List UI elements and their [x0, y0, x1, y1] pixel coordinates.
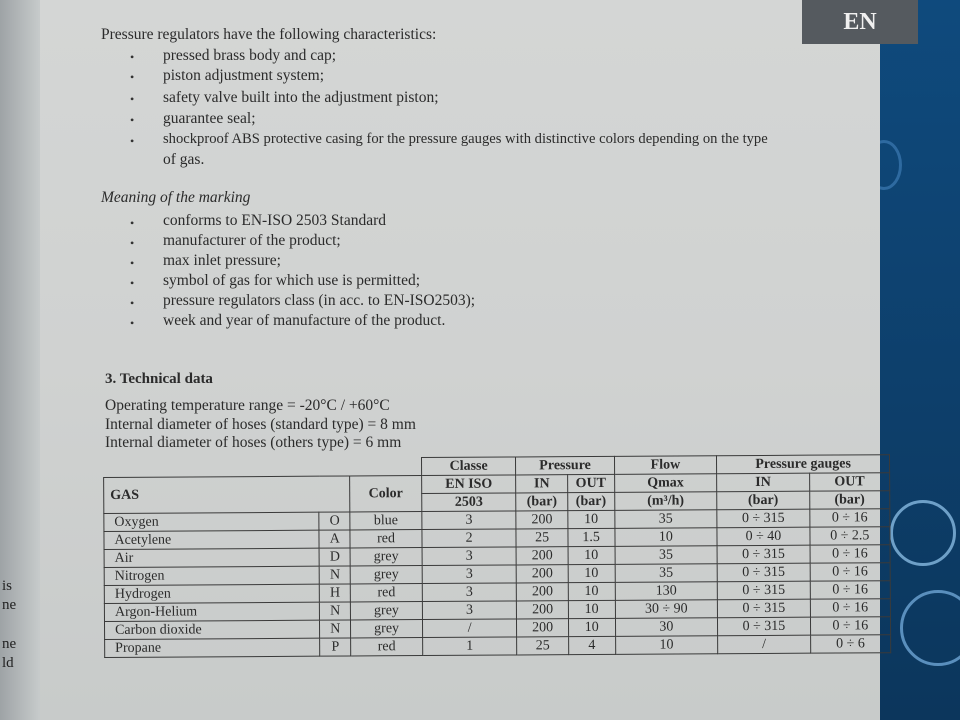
- cell-sym: N: [319, 566, 350, 584]
- cell-p-out: 10: [568, 618, 615, 636]
- cell-flow: 30: [615, 618, 718, 637]
- left-fragment: ne: [2, 636, 17, 652]
- cell-g-in: 0 ÷ 315: [717, 563, 810, 582]
- cell-classe: 3: [422, 565, 517, 584]
- technical-data-table: [103, 454, 891, 658]
- marking-item: max inlet pressure;: [163, 252, 281, 269]
- header-bar: (bar): [567, 492, 614, 510]
- cell-flow: 130: [615, 582, 718, 601]
- language-tab: EN: [802, 0, 918, 44]
- cell-gas: Nitrogen: [104, 566, 319, 585]
- cell-p-in: 25: [516, 529, 567, 547]
- marking-item: conforms to EN-ISO 2503 Standard: [163, 212, 386, 229]
- cell-color: grey: [351, 566, 422, 584]
- cell-sym: D: [319, 548, 350, 566]
- bullet: •: [130, 216, 135, 230]
- bullet: •: [130, 70, 135, 84]
- cell-p-in: 200: [517, 565, 568, 583]
- cell-p-in: 200: [517, 601, 568, 619]
- cell-p-in: 200: [517, 619, 568, 637]
- header-flow-unit: (m³/h): [614, 492, 717, 511]
- header-bar: (bar): [717, 491, 810, 510]
- cell-g-out: 0 ÷ 2.5: [810, 527, 890, 545]
- technical-line: Operating temperature range = -20°C / +60°C: [105, 397, 390, 414]
- background-cover: [880, 0, 960, 720]
- header-gauge-out: OUT: [809, 473, 889, 491]
- characteristic-item: shockproof ABS protective casing for the pressure gauges with distinctive colors depending on the type: [163, 131, 768, 147]
- characteristic-item: guarantee seal;: [163, 110, 256, 127]
- cell-flow: 35: [614, 510, 717, 529]
- cell-p-out: 4: [568, 636, 615, 654]
- cell-classe: 1: [422, 637, 517, 656]
- cell-classe: 3: [422, 547, 517, 566]
- cell-p-in: 200: [517, 547, 568, 565]
- header-gas: GAS: [104, 476, 351, 514]
- header-pressure-gauges: Pressure gauges: [717, 455, 890, 474]
- header-gauge-in: IN: [717, 473, 810, 492]
- cell-g-out: 0 ÷ 16: [810, 581, 890, 599]
- marking-item: pressure regulators class (in acc. to EN-ISO2503);: [163, 292, 476, 309]
- cell-g-in: 0 ÷ 315: [718, 617, 811, 636]
- cell-p-out: 1.5: [568, 528, 615, 546]
- cell-sym: P: [320, 638, 351, 656]
- bullet: •: [130, 296, 135, 310]
- marking-heading: Meaning of the marking: [101, 189, 251, 206]
- cell-p-out: 10: [568, 600, 615, 618]
- marking-item: week and year of manufacture of the product.: [163, 312, 446, 329]
- cell-gas: Hydrogen: [104, 584, 319, 603]
- cell-p-in: 25: [517, 637, 568, 655]
- cell-p-in: 200: [517, 583, 568, 601]
- previous-page-edge: [0, 0, 40, 720]
- cell-classe: 3: [422, 511, 517, 530]
- cell-color: red: [351, 638, 422, 656]
- bullet: •: [130, 92, 135, 106]
- cell-p-out: 10: [568, 564, 615, 582]
- bullet: •: [130, 256, 135, 270]
- cell-g-out: 0 ÷ 16: [810, 617, 890, 635]
- cell-p-out: 10: [568, 582, 615, 600]
- cell-sym: H: [319, 584, 350, 602]
- cell-flow: 35: [615, 564, 718, 583]
- cell-classe: 3: [422, 601, 517, 620]
- characteristic-item: piston adjustment system;: [163, 67, 325, 84]
- characteristic-item: pressed brass body and cap;: [163, 47, 337, 64]
- cell-g-out: 0 ÷ 6: [810, 635, 890, 653]
- cell-classe: 2: [422, 529, 517, 548]
- cell-gas: Acetylene: [104, 530, 319, 549]
- cell-g-out: 0 ÷ 16: [809, 509, 889, 527]
- cell-g-out: 0 ÷ 16: [810, 599, 890, 617]
- cell-gas: Carbon dioxide: [104, 620, 319, 639]
- bullet: •: [130, 236, 135, 250]
- document-page: [40, 0, 880, 720]
- cell-flow: 30 ÷ 90: [615, 600, 718, 619]
- header-2503: 2503: [421, 493, 516, 512]
- cell-flow: 35: [615, 546, 718, 565]
- header-bar: (bar): [809, 491, 889, 509]
- cell-color: grey: [350, 548, 421, 566]
- left-fragment: ld: [2, 655, 14, 671]
- bullet: •: [130, 276, 135, 290]
- cell-color: grey: [351, 620, 422, 638]
- header-qmax: Qmax: [614, 474, 717, 493]
- bullet: •: [130, 134, 135, 148]
- characteristics-heading: Pressure regulators have the following characteristics:: [101, 26, 437, 43]
- left-fragment: is: [2, 578, 13, 594]
- header-pressure: Pressure: [516, 456, 614, 475]
- characteristic-item: safety valve built into the adjustment piston;: [163, 89, 439, 106]
- table-row: [105, 635, 891, 658]
- header-flow: Flow: [614, 456, 717, 475]
- cell-g-in: 0 ÷ 315: [718, 599, 811, 618]
- cell-color: red: [350, 530, 421, 548]
- header-classe: Classe: [421, 457, 516, 476]
- technical-line: Internal diameter of hoses (others type) = 6 mm: [105, 434, 402, 451]
- header-spacer: [104, 458, 422, 478]
- cell-color: grey: [351, 602, 422, 620]
- cell-gas: Oxygen: [104, 512, 319, 531]
- bullet: •: [130, 50, 135, 64]
- left-fragment: ne: [2, 597, 17, 613]
- cell-g-in: /: [718, 635, 811, 654]
- cell-sym: N: [320, 620, 351, 638]
- cell-sym: O: [319, 512, 350, 530]
- bullet: •: [130, 316, 135, 330]
- cell-color: blue: [350, 512, 421, 530]
- cell-color: red: [351, 584, 422, 602]
- marking-item: manufacturer of the product;: [163, 232, 341, 249]
- marking-item: symbol of gas for which use is permitted;: [163, 272, 420, 289]
- cell-flow: 10: [615, 636, 718, 655]
- cell-g-out: 0 ÷ 16: [810, 545, 890, 563]
- cell-flow: 10: [615, 528, 718, 547]
- cell-gas: Air: [104, 548, 319, 567]
- cell-g-in: 0 ÷ 315: [717, 509, 810, 528]
- cell-sym: N: [320, 602, 351, 620]
- cell-classe: 3: [422, 583, 517, 602]
- cell-g-in: 0 ÷ 315: [717, 545, 810, 564]
- cell-g-out: 0 ÷ 16: [810, 563, 890, 581]
- cell-sym: A: [319, 530, 350, 548]
- bullet: •: [130, 113, 135, 127]
- decoration: [900, 590, 960, 666]
- cell-classe: /: [422, 619, 517, 638]
- header-pressure-in: IN: [516, 475, 567, 493]
- technical-line: Internal diameter of hoses (standard type) = 8 mm: [105, 416, 416, 433]
- cell-g-in: 0 ÷ 40: [717, 527, 810, 546]
- technical-heading: 3. Technical data: [105, 371, 213, 387]
- characteristic-item: of gas.: [163, 151, 205, 168]
- header-en-iso: EN ISO: [421, 475, 516, 494]
- decoration: [890, 500, 956, 566]
- cell-gas: Propane: [105, 638, 320, 657]
- cell-p-in: 200: [516, 511, 567, 529]
- cell-gas: Argon-Helium: [104, 602, 319, 621]
- cell-p-out: 10: [568, 546, 615, 564]
- header-pressure-out: OUT: [567, 474, 614, 492]
- header-color: Color: [350, 476, 422, 512]
- cell-p-out: 10: [568, 510, 615, 528]
- header-bar: (bar): [516, 493, 567, 511]
- cell-g-in: 0 ÷ 315: [717, 581, 810, 600]
